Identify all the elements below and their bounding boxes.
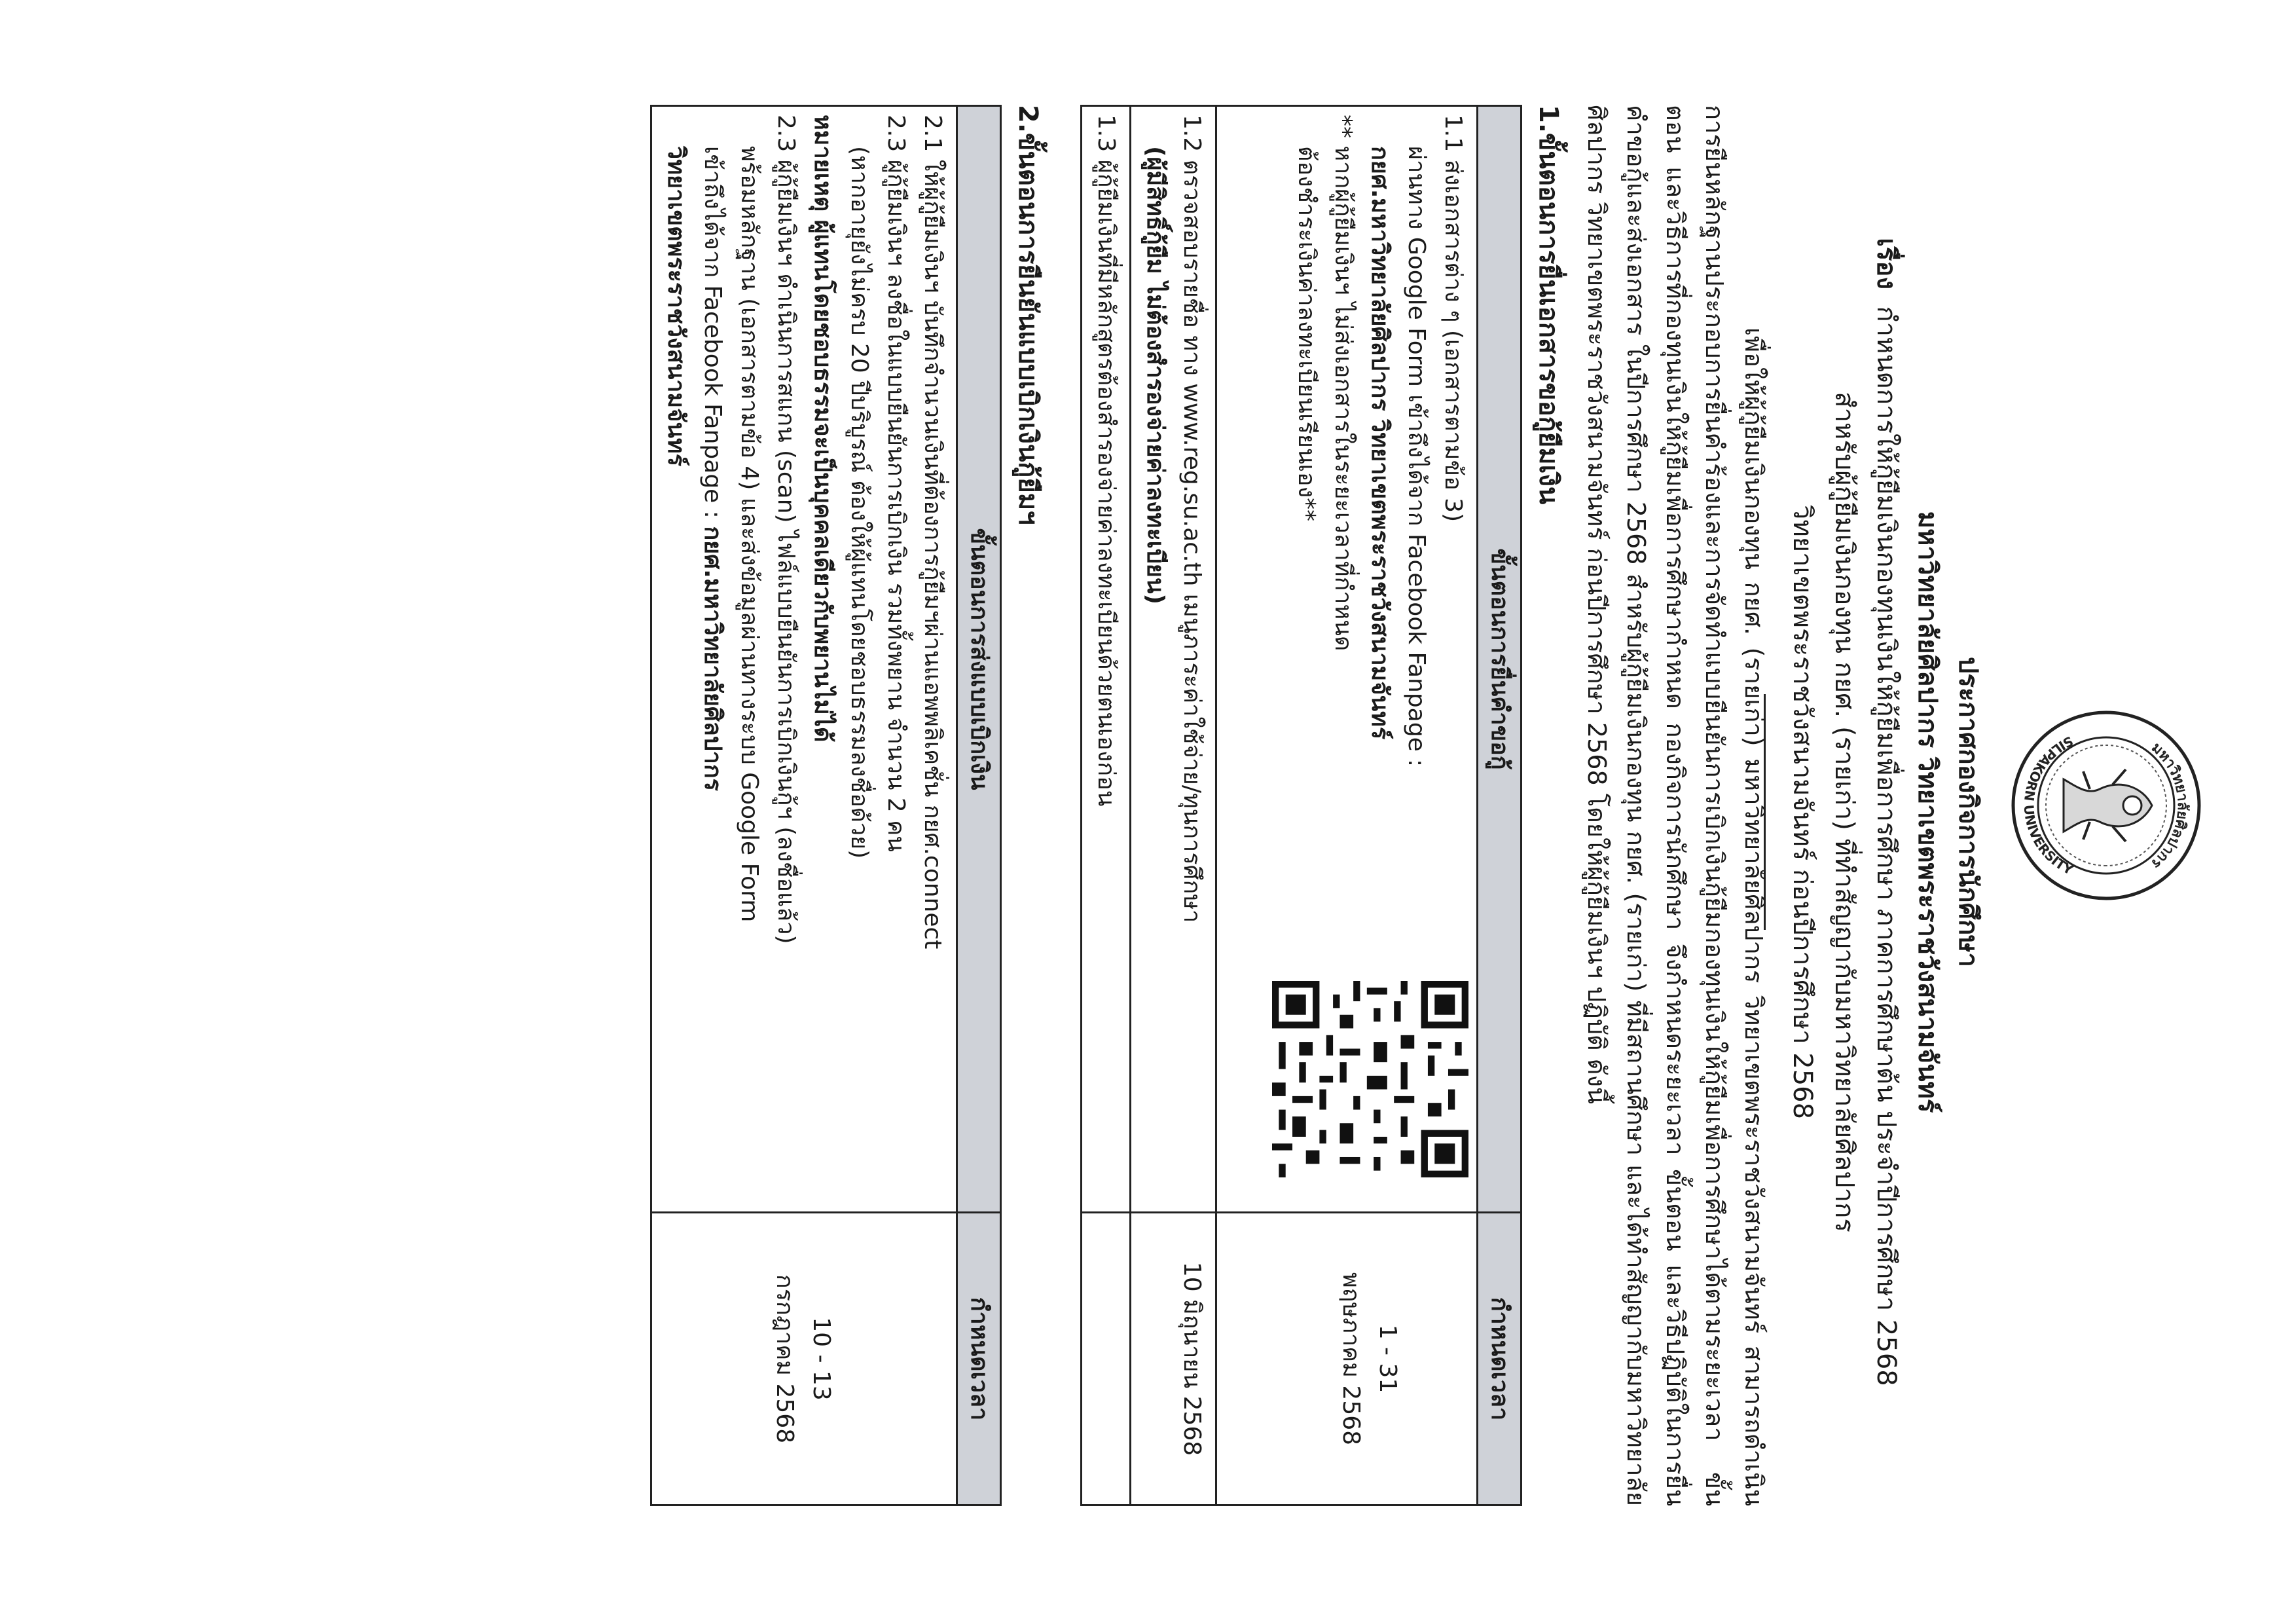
time-1-1-days: 1 - 31 [1374,1324,1401,1393]
step-2-3-line-4: วิทยาเขตพระราชวังสนามจันทร์ [663,146,689,467]
step-1-1-line-2: ผ่านทาง Google Form เข้าถึงได้จาก Facebook Fanpage : [1403,146,1430,767]
step-2-3-line-3 [694,115,731,1204]
subject-block [1781,131,1907,1493]
table-row [1131,106,1216,1505]
step-2-2-line-1: 2.3 ผู้กู้ยืมเงินฯ ลงชื่อในแบบยืนยันการเบิกเงิน รวมทั้งพยาน จำนวน 2 คน [883,115,909,852]
step-2-3-line-1: 2.3 ผู้กู้ยืมเงินฯ ดำเนินการสแกน (scan) ไฟล์แบบยืนยันการเบิกเงินกู้ฯ (ลงชื่อแล้ว) [773,115,799,944]
step-2-2-note: หมายเหตุ ผู้แทนโดยชอบธรรมจะเป็นบุคคลเดียวกับพยานไม่ได้ [809,115,836,743]
subject-line-2: สำหรับผู้กู้ยืมเงินกองทุน กยศ. (รายเก่า) ที่ทำสัญญากับมหาวิทยาลัยศิลปากร [1829,392,1859,1232]
step-2-2-line-2: (หากอายุยังไม่ครบ 20 ปีบริบูรณ์ ต้องให้ผู้แทนโดยชอบธรรมลงชื่อด้วย) [846,146,873,859]
time-cell [1082,1213,1131,1505]
step-2-3-fanpage-label: เข้าถึงได้จาก Facebook Fanpage : [699,146,726,519]
subject-label: เรื่อง [1871,238,1901,289]
subject-line-1: กำหนดการให้กู้ยืมเงินกองทุนเงินให้กู้ยืมเพื่อการศึกษา ภาคการศึกษาต้น ประจำปีการศึกษา 2568 [1871,306,1901,1386]
svg-text:มหาวิทยาลัยศิลปากร [2148,739,2191,872]
step-1-1-warning: ** หากผู้กู้ยืมเงินฯ ไม่ส่งเอกสารในระยะเวลาที่กำหนด [1330,115,1357,652]
seal-text-bottom: SILPAKORN UNIVERSITY [2020,733,2076,878]
intro-paragraph: เพื่อให้ผู้กู้ยืมเงินกองทุน กยศ. (รายเก่า) มหาวิทยาลัยศิลปากร วิทยาเขตพระราชวังสนามจันทร์ สามารถดำเนินการยืนหลักฐานประกอบการยื่นคำร้องและการจัดทำแบบยืนยันการเบิกเงินกู้ยืมกองทุนเงินให้กู้ยืมเพื่อการศึกษาได้ตามระยะเวลา ขั้นตอน และวิธีการที่กองทุนเงินให้กู้ยืมเพื่อการศึกษากำหนด กองกิจการนักศึกษา จึงกำหนดระยะเวลา ขั้นตอน และวิธีปฏิบัติในการยื่นคำขอกู้และส่งเอกสาร ในปีการศึกษา 2568 สำหรับผู้กู้ยืมเงินกองทุน กยศ. (รายเก่า) ที่มีสถานศึกษา และได้ทำสัญญากับมหาวิทยาลัยศิลปากร วิทยาเขตพระราชวังสนามจันทร์ ก่อนปีการศึกษา 2568 โดยให้ผู้กู้ยืมเงินฯ ปฏิบัติ ดังนี้ [1582,105,1768,1506]
step-1-1-line-1: 1.1 ส่งเอกสารต่าง ๆ (เอกสารตามข้อ 3) [1440,115,1467,523]
section-1-heading: 1.ขั้นตอนการยื่นเอกสารขอกู้ยืมเงิน [1533,105,1563,505]
time-cell [1216,1213,1478,1505]
step-2-3-line-2: พร้อมหลักฐาน (เอกสารตามข้อ 4) และส่งข้อมูลผ่านทางระบบ Google Form [736,146,763,923]
step-1-1-warning-2: ต้องชำระเงินค่าลงทะเบียนเรียนเอง** [1293,146,1320,522]
time-cell [1131,1213,1216,1505]
university-seal-icon [2008,707,2204,904]
table-row [1082,106,1131,1505]
section-2-table [650,105,1002,1506]
section-2-col-time: กำหนดเวลา [957,1213,1001,1505]
time-1-2: 10 มิถุนายน 2568 [1178,1261,1205,1456]
time-2-month: กรกฎาคม 2568 [771,1274,798,1444]
table-row [651,106,957,1505]
announcement-title: ประกาศกองกิจการนักศึกษา [1953,656,1983,968]
section-1-col-time: กำหนดเวลา [1478,1213,1522,1505]
qr-code-icon [1272,981,1468,1177]
step-cell [651,106,957,1213]
step-1-2-line-1: 1.2 ตรวจสอบรายชื่อ ทาง www.reg.su.ac.th เมนูภาระค่าใช้จ่าย/ทุนการศึกษา [1178,115,1205,923]
subject-line-3: วิทยาเขตพระราชวังสนามจันทร์ ก่อนปีการศึกษา 2568 [1787,504,1817,1120]
section-2-col-step: ขั้นตอนการส่งแบบเบิกเงิน [957,106,1001,1213]
step-1-2-line-2: (ผู้มีสิทธิ์กู้ยืม ไม่ต้องสำรองจ่ายค่าลงทะเบียน) [1142,146,1169,604]
table-row [1216,106,1478,1505]
step-2-3-fanpage-name: กยศ.มหาวิทยาลัยศิลปากร [699,526,726,791]
step-1-1-line-3: กยศ.มหาวิทยาลัยศิลปากร วิทยาเขตพระราชวังสนามจันทร์ [1366,146,1393,740]
section-1-col-step: ขั้นตอนการยื่นคำขอกู้ [1478,106,1522,1213]
seal-text-top: มหาวิทยาลัยศิลปากร [2148,739,2191,872]
time-1-1-month: พฤษภาคม 2568 [1338,1272,1364,1446]
time-cell [651,1213,957,1505]
step-2-1: 2.1 ให้ผู้กู้ยืมเงินฯ บันทึกจำนวนเงินที่ต้องการกู้ยืมฯผ่านแอพพลิเคชั่น กยศ.connect [919,115,946,950]
time-2-days: 10 - 13 [808,1317,835,1401]
step-cell [1216,106,1478,1213]
organization-name: มหาวิทยาลัยศิลปากร วิทยาเขตพระราชวังสนามจันทร์ [1912,511,1942,1113]
section-1-table [1080,105,1522,1506]
section-2-heading: 2.ขั้นตอนการยืนยันแบบเบิกเงินกู้ยืมฯ [1013,105,1043,525]
document-body [650,105,1798,1506]
step-1-3-line-1: 1.3 ผู้กู้ยืมเงินที่มีหลักสูตรต้องสำรองจ่ายค่าลงทะเบียนด้วยตนเองก่อน [1093,115,1120,807]
step-cell [1131,106,1216,1213]
step-cell [1082,106,1131,1213]
